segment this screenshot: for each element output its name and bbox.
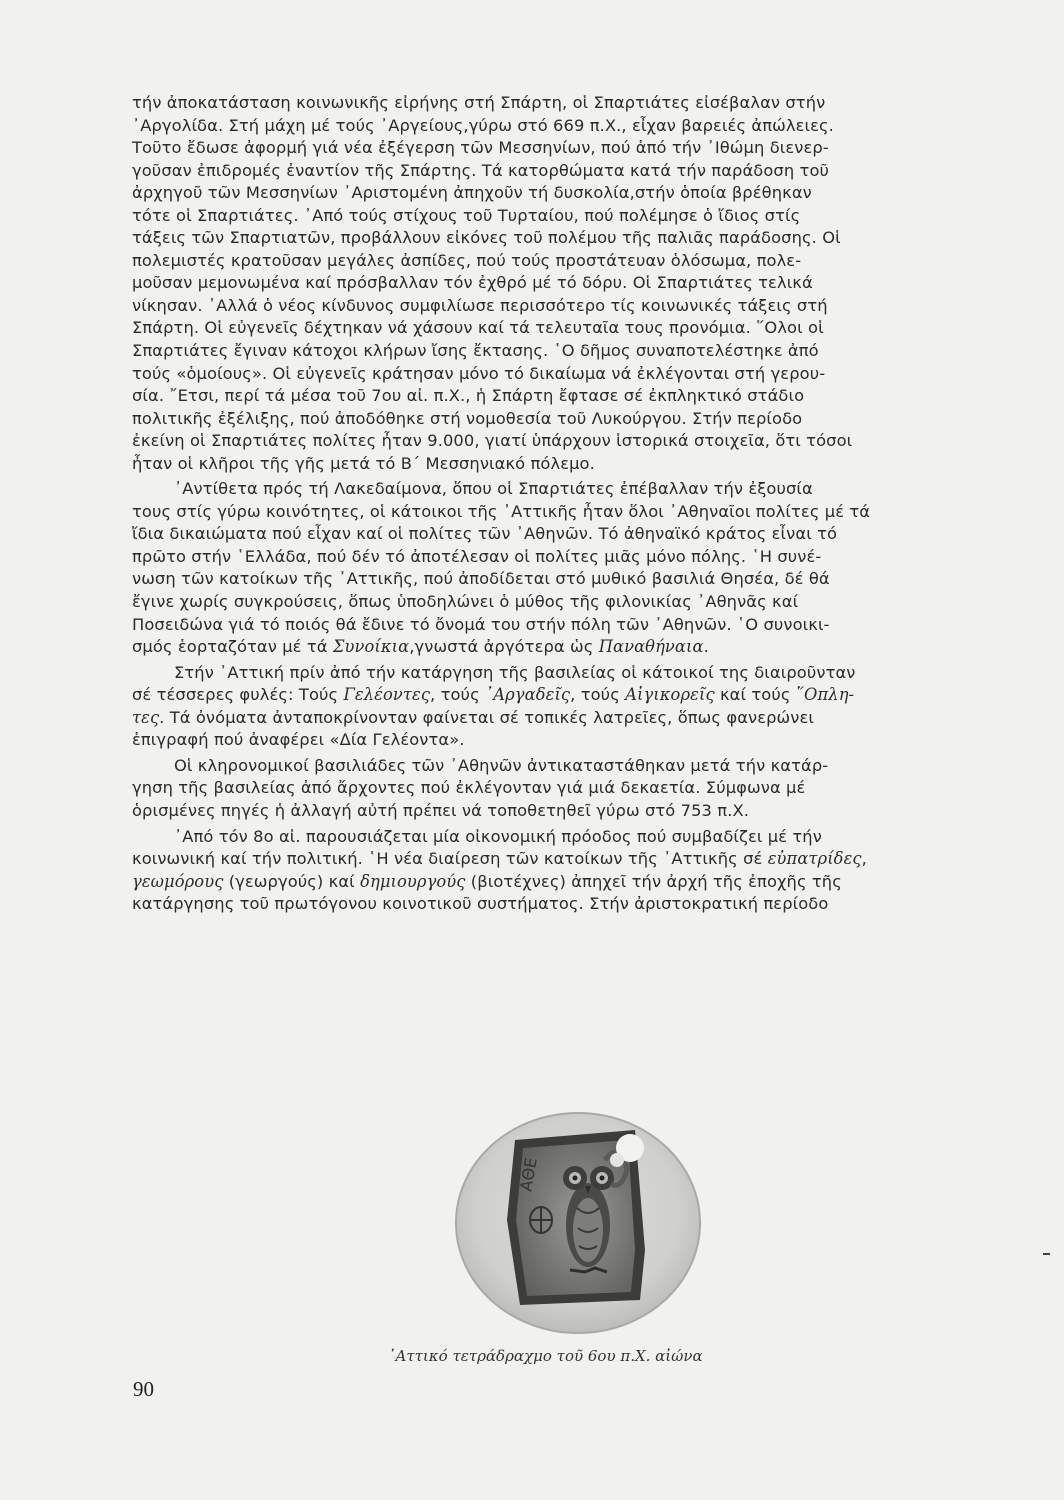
text-line — [132, 546, 942, 569]
text-run: τους στίς γύρω κοινότητες, οἱ κάτοικοι τῆς ᾿Αττικῆς ἦταν ὅλοι ᾿Αθηναῖοι πολίτες μέ τά — [132, 501, 871, 521]
italic-term: γεωμόρους — [132, 871, 224, 891]
text-run: ᾿Από τόν 8ο αἰ. παρουσιάζεται μία οἰκονομική πρόοδος πού συμβαδίζει μέ τήν — [174, 826, 822, 846]
text-run: μοῦσαν μεμονωμένα καί πρόσβαλλαν τόν ἐχθρό μέ τό δόρυ. Οἱ Σπαρτιάτες τελικά — [132, 273, 813, 293]
text-line — [132, 182, 942, 205]
italic-term: ῞Οπλη- — [795, 685, 855, 705]
text-run: πολιτικῆς ἐξέλιξης, πού ἀποδόθηκε στή νομοθεσία τοῦ Λυκούργου. Στήν περίοδο — [132, 408, 803, 428]
text-run: τότε οἱ Σπαρτιάτες. ᾿Από τούς στίχους τοῦ Τυρταίου, πού πολέμησε ὁ ἴδιος στίς — [132, 205, 801, 225]
text-run: κοινωνική καί τήν πολιτική. ῾Η νέα διαίρεση τῶν κατοίκων τῆς ᾿Αττικῆς σέ — [132, 849, 768, 869]
text-run: τούς «ὁμοίους». Οἱ εὐγενεῖς κράτησαν μόνο τό δικαίωμα νά ἐκλέγονται στή γερου- — [132, 363, 826, 383]
text-run: ἐπιγραφή πού ἀναφέρει «Δία Γελέοντα». — [132, 730, 465, 750]
text-line — [132, 272, 942, 295]
text-line — [132, 160, 942, 183]
text-run: ἴδια δικαιώματα πού εἶχαν καί οἱ πολίτες τῶν ᾿Αθηνῶν. Τό ἀθηναϊκό κράτος εἶναι τό — [132, 524, 838, 544]
text-run: γοῦσαν ἐπιδρομές ἐναντίον τῆς Σπάρτης. Τά κατορθώματα κατά τήν παράδοση τοῦ — [132, 160, 830, 180]
text-line — [132, 250, 942, 273]
page-number: 90 — [133, 1377, 154, 1401]
text-line — [132, 848, 942, 871]
text-run: τάξεις τῶν Σπαρτιατῶν, προβάλλουν εἰκόνες τοῦ πολέμου τῆς παλιᾶς παράδοσης. Οἱ — [132, 228, 841, 248]
text-run: κατάργησης τοῦ πρωτόγονου κοινοτικοῦ συστήματος. Στήν ἀριστοκρατική περίοδο — [132, 894, 829, 914]
text-line — [132, 777, 942, 800]
text-line — [132, 755, 942, 778]
text-line — [132, 137, 942, 160]
text-line — [132, 408, 942, 431]
italic-term: ᾿Αργαδεῖς — [485, 685, 571, 705]
text-line — [132, 684, 942, 707]
text-run: ἐκείνη οἱ Σπαρτιάτες πολίτες ἦταν 9.000, γιατί ὑπάρχουν ἱστορικά στοιχεῖα, ὅτι τόσοι — [132, 431, 853, 451]
text-run: . Τά ὀνόματα ἀνταποκρίνονταν φαίνεται σέ τοπικές λατρεῖες, ὅπως φανερώνει — [159, 707, 814, 727]
text-run: Σπάρτη. Οἱ εὐγενεῖς δέχτηκαν νά χάσουν καί τά τελευταῖα τους προνόμια. ῞Ολοι οἱ — [132, 318, 824, 338]
text-run: ,γνωστά ἀργότερα ὡς — [409, 637, 599, 657]
text-line — [132, 893, 942, 916]
text-line — [132, 478, 942, 501]
text-line — [132, 92, 942, 115]
text-line — [132, 340, 942, 363]
text-run: . — [703, 637, 709, 657]
text-run: νίκησαν. ᾿Αλλά ὁ νέος κίνδυνος συμφιλίωσε περισσότερο τίς κοινωνικές τάξεις στή — [132, 295, 828, 315]
italic-term: Γελέοντες — [343, 685, 431, 705]
text-run: σέ τέσσερες φυλές: Τούς — [132, 685, 344, 705]
text-run: ὁρισμένες πηγές ἡ ἀλλαγή αὐτή πρέπει νά τοποθετηθεῖ γύρω στό 753 π.Χ. — [132, 800, 750, 820]
text-run: πρῶτο στήν ῾Ελλάδα, πού δέν τό ἀποτέλεσαν οἱ πολίτες μιᾶς μόνο πόλης. ῾Η συνέ- — [132, 546, 822, 566]
text-line — [132, 430, 942, 453]
text-run: (βιοτέχνες) ἀπηχεῖ τήν ἀρχή τῆς ἐποχῆς τῆς — [465, 871, 842, 891]
body-text — [132, 92, 942, 916]
text-run: σμός ἑορταζόταν μέ τά — [132, 637, 333, 657]
text-line — [132, 501, 942, 524]
text-run: ἀρχηγοῦ τῶν Μεσσηνίων ᾿Αριστομένη ἀπηχοῦν τή δυσκολία,στήν ὁποία βρέθηκαν — [132, 183, 812, 203]
text-run: (γεωργούς) καί — [223, 871, 361, 891]
text-line — [132, 591, 942, 614]
figure-caption: ᾿Αττικό τετράδραχμο τοῦ 6ου π.Χ. αἰώνα — [388, 1347, 703, 1365]
italic-term: δημιουργούς — [360, 871, 466, 891]
text-line — [132, 636, 942, 659]
text-run: σία. ῎Ετσι, περί τά μέσα τοῦ 7ου αἰ. π.Χ., ἡ Σπάρτη ἔφτασε σέ ἐκπληκτικό στάδιο — [132, 386, 805, 406]
text-line — [132, 227, 942, 250]
text-line — [132, 115, 942, 138]
text-line — [132, 205, 942, 228]
text-run: νωση τῶν κατοίκων τῆς ᾿Αττικῆς, πού ἀποδίδεται στό μυθικό βασιλιά Θησέα, δέ θά — [132, 569, 830, 589]
text-run: ἔγινε χωρίς συγκρούσεις, ὅπως ὑποδηλώνει ὁ μύθος τῆς φιλονικίας ᾿Αθηνᾶς καί — [132, 592, 799, 612]
text-run: Στήν ᾿Αττική πρίν ἀπό τήν κατάργηση τῆς βασιλείας οἱ κάτοικοί της διαιροῦνταν — [174, 662, 856, 682]
text-line — [132, 871, 942, 894]
text-run: καί τούς — [714, 685, 796, 705]
text-run: ἦταν οἱ κλῆροι τῆς γῆς μετά τό Β´ Μεσσηνιακό πόλεμο. — [132, 453, 595, 473]
text-run: ᾿Αργολίδα. Στή μάχη μέ τούς ᾿Αργείους,γύρω στό 669 π.Χ., εἶχαν βαρειές ἀπώλειες. — [132, 115, 834, 135]
text-run: Οἱ κληρονομικοί βασιλιάδες τῶν ᾿Αθηνῶν ἀντικαταστάθηκαν μετά τήν κατάρ- — [174, 755, 829, 775]
text-line — [132, 385, 942, 408]
text-run: , τούς — [430, 685, 486, 705]
text-line — [132, 662, 942, 685]
text-line — [132, 826, 942, 849]
text-run: πολεμιστές κρατοῦσαν μεγάλες ἀσπίδες, πού τούς προστάτευαν ὁλόσωμα, πολε- — [132, 250, 802, 270]
italic-term: Συνοίκια — [332, 637, 410, 657]
text-run: τήν ἀποκατάσταση κοινωνικῆς εἰρήνης στή Σπάρτη, οἱ Σπαρτιάτες εἰσέβαλαν στήν — [132, 93, 826, 112]
text-run: ᾿Αντίθετα πρός τή Λακεδαίμονα, ὅπου οἱ Σπαρτιάτες ἐπέβαλλαν τήν ἐξουσία — [174, 479, 813, 499]
text-line — [132, 800, 942, 823]
text-line — [132, 523, 942, 546]
text-line — [132, 568, 942, 591]
coin-photo — [445, 1100, 715, 1340]
italic-term: Αἰγικορεῖς — [625, 685, 715, 705]
text-line — [132, 363, 942, 386]
text-run: γηση τῆς βασιλείας ἀπό ἄρχοντες πού ἐκλέγονταν γιά μιά δεκαετία. Σύμφωνα μέ — [132, 778, 806, 798]
text-line — [132, 317, 942, 340]
text-run: Σπαρτιάτες ἔγιναν κάτοχοι κλήρων ἴσης ἔκτασης. ῾Ο δῆμος συναποτελέστηκε ἀπό — [132, 341, 819, 361]
text-run: , τούς — [570, 685, 626, 705]
tetradrachm-coin-image — [445, 1100, 715, 1340]
text-line — [132, 295, 942, 318]
text-line — [132, 614, 942, 637]
text-line — [132, 729, 942, 752]
text-line — [132, 453, 942, 476]
text-run: Ποσειδώνα γιά τό ποιός θά ἔδινε τό ὄνομά του στήν πόλη τῶν ᾿Αθηνῶν. ῾Ο συνοικι- — [132, 614, 830, 634]
text-run: , — [861, 849, 867, 869]
italic-term: Παναθήναια — [598, 637, 704, 657]
text-run: Τοῦτο ἔδωσε ἀφορμή γιά νέα ἐξέγερση τῶν Μεσσηνίων, πού ἀπό τήν ᾿Ιθώμη διενερ- — [132, 138, 829, 158]
margin-mark — [1043, 1253, 1050, 1255]
italic-term: εὐπατρίδες — [767, 849, 862, 869]
text-line — [132, 707, 942, 730]
coin-legend: ΑΘΕ — [516, 1156, 541, 1193]
italic-term: τες — [132, 707, 160, 727]
